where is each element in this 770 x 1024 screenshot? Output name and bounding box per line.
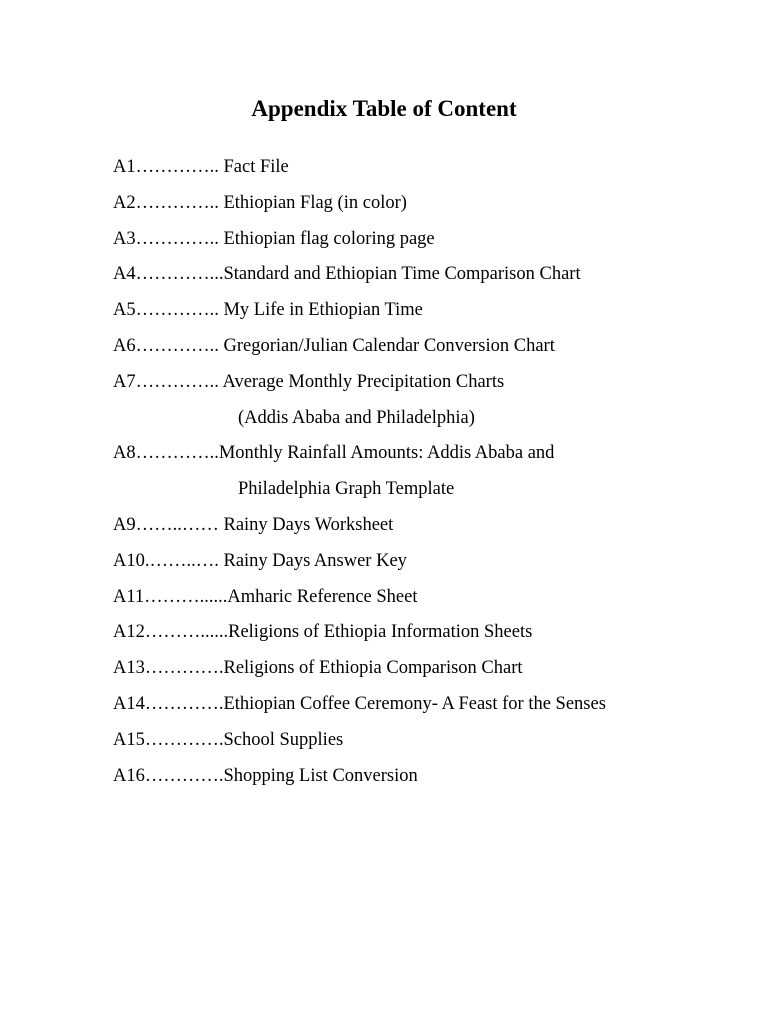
toc-entry-line: A10.……..…. Rainy Days Answer Key (113, 550, 407, 571)
toc-entry (113, 580, 753, 616)
toc-entry-line: A15………….School Supplies (113, 729, 344, 750)
toc-entry (113, 723, 753, 759)
toc-entry-line: A5………….. My Life in Ethiopian Time (113, 300, 423, 321)
toc-entry (113, 687, 753, 723)
toc-entry-line: A7………….. Average Monthly Precipitation Charts (113, 371, 505, 392)
toc-entry (113, 257, 753, 293)
toc-entry (113, 544, 753, 580)
toc-entry-continuation-text: (Addis Ababa and Philadelphia) (238, 407, 475, 428)
toc-entry (113, 651, 753, 687)
toc-entry (113, 150, 753, 186)
toc-entry-line: A3………….. Ethiopian flag coloring page (113, 228, 435, 249)
toc-entry-line: A9……..…… Rainy Days Worksheet (113, 514, 394, 535)
toc-entry (113, 186, 753, 222)
toc-entry (113, 759, 753, 795)
document-title-text: Appendix Table of Content (251, 96, 517, 121)
toc-entry (113, 222, 753, 258)
toc-entry-line: A14………….Ethiopian Coffee Ceremony- A Feast for the Senses (113, 693, 606, 714)
document-title (0, 94, 770, 124)
toc-entry (113, 365, 753, 401)
toc-entry-line: A16………….Shopping List Conversion (113, 765, 418, 786)
toc-entry-line: A11………......Amharic Reference Sheet (113, 586, 418, 607)
table-of-contents (113, 150, 753, 794)
toc-entry-continuation-text: Philadelphia Graph Template (238, 479, 455, 500)
toc-entry-continuation (113, 401, 753, 437)
toc-entry (113, 508, 753, 544)
toc-entry (113, 329, 753, 365)
toc-entry-line: A4…………...Standard and Ethiopian Time Comparison Chart (113, 264, 581, 285)
toc-entry (113, 293, 753, 329)
toc-entry-line: A8…………..Monthly Rainfall Amounts: Addis Ababa and (113, 443, 555, 464)
toc-entry-line: A6………….. Gregorian/Julian Calendar Conversion Chart (113, 335, 555, 356)
toc-entry-continuation (113, 472, 753, 508)
toc-entry-line: A1………….. Fact File (113, 157, 289, 177)
toc-entry-line: A2………….. Ethiopian Flag (in color) (113, 192, 407, 213)
toc-entry-line: A12………......Religions of Ethiopia Information Sheets (113, 622, 533, 643)
toc-entry (113, 436, 753, 472)
toc-entry-line: A13………….Religions of Ethiopia Comparison Chart (113, 658, 523, 679)
toc-entry (113, 615, 753, 651)
